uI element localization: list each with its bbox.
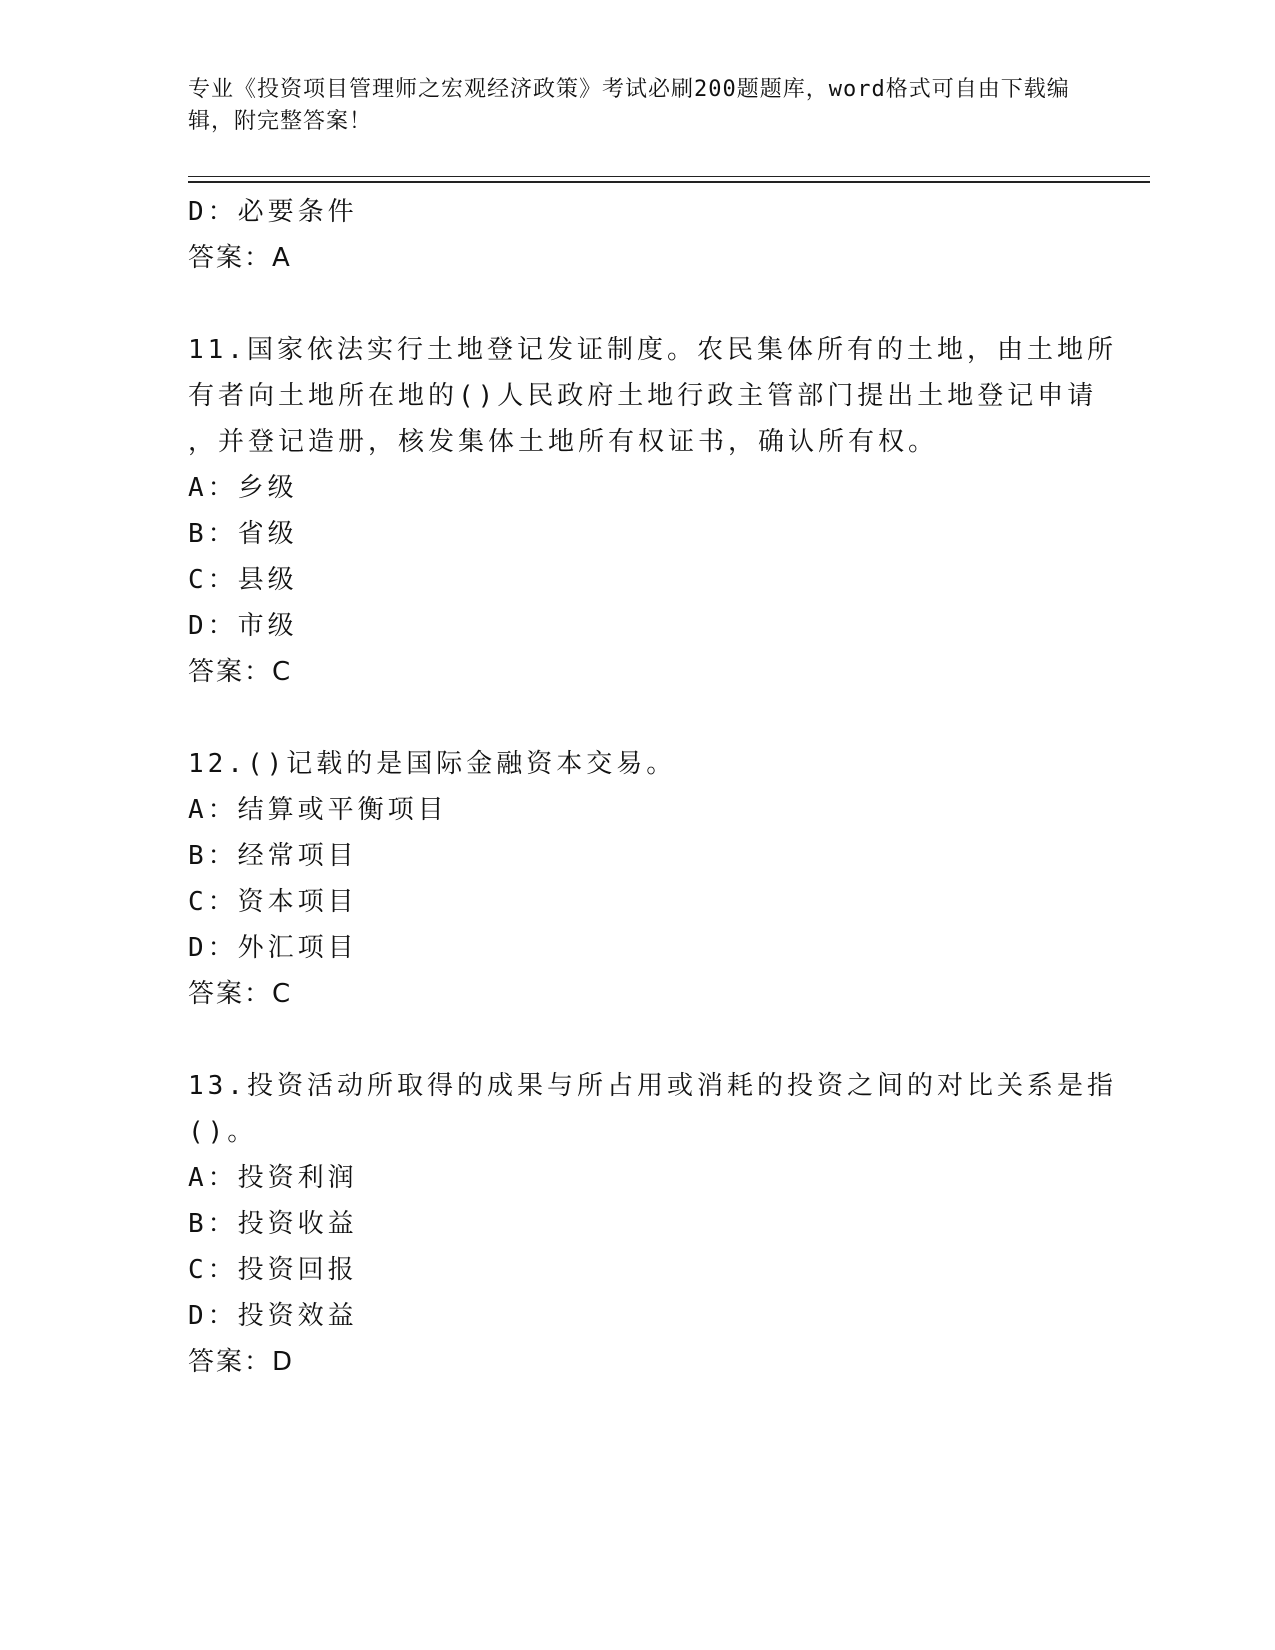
answer-line: 答案：C xyxy=(188,657,293,687)
question-stem-line: 13.投资活动所取得的成果与所占用或消耗的投资之间的对比关系是指 xyxy=(188,1071,1117,1101)
header-rule-thick xyxy=(188,181,1150,183)
question-stem-line: 11.国家依法实行土地登记发证制度。农民集体所有的土地，由土地所 xyxy=(188,335,1117,365)
question-13 xyxy=(188,1063,1117,1385)
option-c: C：投资回报 xyxy=(188,1255,358,1285)
question-stem-line: ，并登记造册，核发集体土地所有权证书，确认所有权。 xyxy=(188,427,939,457)
option-d: D：必要条件 xyxy=(188,197,358,227)
question-stem-line: 12.()记载的是国际金融资本交易。 xyxy=(188,749,677,779)
option-c: C：县级 xyxy=(188,565,298,595)
option-b: B：投资收益 xyxy=(188,1209,358,1239)
option-b: B：省级 xyxy=(188,519,298,549)
option-c: C：资本项目 xyxy=(188,887,358,917)
answer-line: 答案：D xyxy=(188,1347,295,1377)
answer-line: 答案：A xyxy=(188,243,292,273)
option-a: A：乡级 xyxy=(188,473,298,503)
option-d: D：外汇项目 xyxy=(188,933,358,963)
option-a: A：投资利润 xyxy=(188,1163,358,1193)
question-stem-line: ()。 xyxy=(188,1117,258,1147)
answer-line: 答案：C xyxy=(188,979,293,1009)
option-b: B：经常项目 xyxy=(188,841,358,871)
option-d: D：市级 xyxy=(188,611,298,641)
header-rule-thin xyxy=(188,176,1150,177)
option-d: D：投资效益 xyxy=(188,1301,358,1331)
spacer xyxy=(188,695,1088,741)
document-header: 专业《投资项目管理师之宏观经济政策》考试必刷200题题库，word格式可自由下载编辑，附完整答案！ xyxy=(188,77,1070,134)
option-a: A：结算或平衡项目 xyxy=(188,795,448,825)
spacer xyxy=(188,1017,1088,1063)
spacer xyxy=(188,281,1088,327)
question-content xyxy=(188,189,1117,1385)
question-11 xyxy=(188,327,1117,695)
question-12 xyxy=(188,741,1088,1017)
question-stem-line: 有者向土地所在地的()人民政府土地行政主管部门提出土地登记申请 xyxy=(188,381,1098,411)
